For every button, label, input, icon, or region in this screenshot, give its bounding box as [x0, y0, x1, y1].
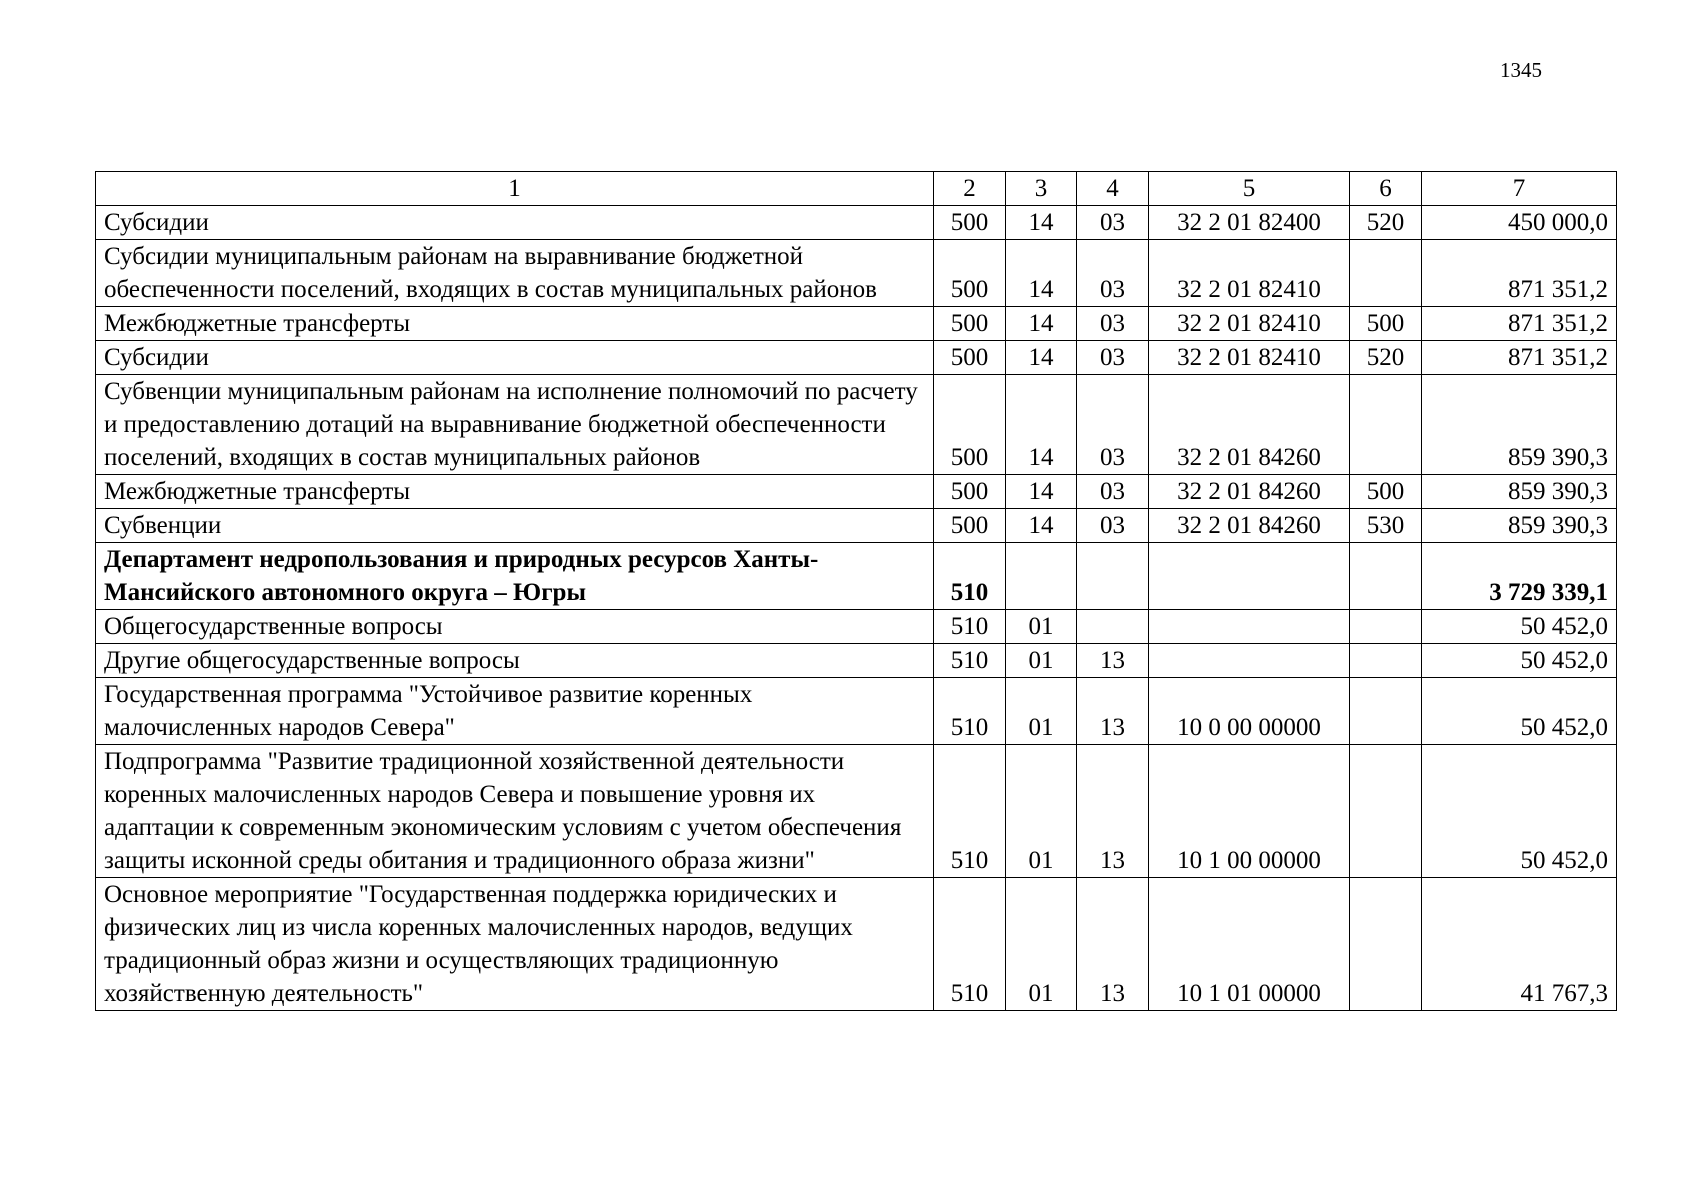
row-csr-cell: 10 1 01 00000 — [1149, 878, 1350, 1011]
row-rz-cell — [1006, 543, 1077, 610]
row-name-cell: Межбюджетные трансферты — [96, 307, 934, 341]
row-name-cell: Субвенции муниципальным районам на исполнение полномочий по расчету и предоставлению дотаций на выравнивание бюджетной обеспеченности поселений, входящих в состав муниципальных районов — [96, 375, 934, 475]
row-pr-cell: 03 — [1077, 375, 1149, 475]
row-gr-cell: 500 — [934, 341, 1006, 375]
row-rz-cell: 14 — [1006, 307, 1077, 341]
row-csr-cell: 10 0 00 00000 — [1149, 678, 1350, 745]
row-vr-cell — [1350, 610, 1422, 644]
row-name-cell: Субсидии — [96, 206, 934, 240]
row-csr-cell: 32 2 01 82400 — [1149, 206, 1350, 240]
row-vr-cell — [1350, 375, 1422, 475]
row-rz-cell: 14 — [1006, 475, 1077, 509]
row-rz-cell: 14 — [1006, 341, 1077, 375]
column-header: 2 — [934, 172, 1006, 206]
row-vr-cell — [1350, 878, 1422, 1011]
row-name-cell: Межбюджетные трансферты — [96, 475, 934, 509]
table-row — [96, 307, 1617, 341]
table-row — [96, 610, 1617, 644]
row-amount-cell: 50 452,0 — [1422, 745, 1617, 878]
row-rz-cell: 14 — [1006, 206, 1077, 240]
budget-table — [95, 171, 1617, 1011]
row-vr-cell — [1350, 644, 1422, 678]
row-gr-cell: 500 — [934, 509, 1006, 543]
row-rz-cell: 14 — [1006, 240, 1077, 307]
row-amount-cell: 3 729 339,1 — [1422, 543, 1617, 610]
row-name-cell: Подпрограмма "Развитие традиционной хозяйственной деятельности коренных малочисленных народов Севера и повышение уровня их адаптации к современным экономическим условиям с учетом обеспечения защиты исконной среды обитания и традиционного образа жизни" — [96, 745, 934, 878]
row-csr-cell: 32 2 01 82410 — [1149, 341, 1350, 375]
table-row — [96, 341, 1617, 375]
column-header: 3 — [1006, 172, 1077, 206]
row-pr-cell: 13 — [1077, 878, 1149, 1011]
row-csr-cell: 32 2 01 84260 — [1149, 375, 1350, 475]
row-amount-cell: 50 452,0 — [1422, 610, 1617, 644]
row-pr-cell: 13 — [1077, 644, 1149, 678]
row-vr-cell: 500 — [1350, 307, 1422, 341]
row-rz-cell: 01 — [1006, 610, 1077, 644]
column-header: 4 — [1077, 172, 1149, 206]
row-gr-cell: 510 — [934, 543, 1006, 610]
row-name-cell: Основное мероприятие "Государственная поддержка юридических и физических лиц из числа коренных малочисленных народов, ведущих традиционный образ жизни и осуществляющих традиционную хозяйственную деятельность" — [96, 878, 934, 1011]
row-csr-cell: 32 2 01 84260 — [1149, 509, 1350, 543]
table-row — [96, 644, 1617, 678]
row-vr-cell: 520 — [1350, 206, 1422, 240]
row-csr-cell — [1149, 543, 1350, 610]
row-gr-cell: 510 — [934, 745, 1006, 878]
table-row — [96, 509, 1617, 543]
row-rz-cell: 14 — [1006, 375, 1077, 475]
row-pr-cell: 03 — [1077, 475, 1149, 509]
row-vr-cell — [1350, 240, 1422, 307]
row-pr-cell: 13 — [1077, 745, 1149, 878]
row-csr-cell: 32 2 01 84260 — [1149, 475, 1350, 509]
row-amount-cell: 50 452,0 — [1422, 644, 1617, 678]
table-row — [96, 745, 1617, 878]
row-amount-cell: 859 390,3 — [1422, 375, 1617, 475]
row-name-cell: Субсидии — [96, 341, 934, 375]
row-gr-cell: 510 — [934, 644, 1006, 678]
row-pr-cell — [1077, 543, 1149, 610]
table-row — [96, 878, 1617, 1011]
row-vr-cell: 520 — [1350, 341, 1422, 375]
row-amount-cell: 871 351,2 — [1422, 307, 1617, 341]
table-row — [96, 206, 1617, 240]
table-row — [96, 475, 1617, 509]
row-vr-cell: 500 — [1350, 475, 1422, 509]
row-rz-cell: 01 — [1006, 745, 1077, 878]
row-name-cell: Общегосударственные вопросы — [96, 610, 934, 644]
row-gr-cell: 500 — [934, 240, 1006, 307]
row-pr-cell: 03 — [1077, 206, 1149, 240]
row-pr-cell — [1077, 610, 1149, 644]
row-pr-cell: 13 — [1077, 678, 1149, 745]
column-header: 7 — [1422, 172, 1617, 206]
row-vr-cell — [1350, 543, 1422, 610]
row-gr-cell: 500 — [934, 475, 1006, 509]
row-gr-cell: 510 — [934, 610, 1006, 644]
row-rz-cell: 14 — [1006, 509, 1077, 543]
row-gr-cell: 500 — [934, 206, 1006, 240]
column-header: 1 — [96, 172, 934, 206]
header-row — [96, 172, 1617, 206]
row-csr-cell: 32 2 01 82410 — [1149, 240, 1350, 307]
row-gr-cell: 500 — [934, 307, 1006, 341]
row-name-cell: Департамент недропользования и природных ресурсов Ханты-Мансийского автономного округа – Югры — [96, 543, 934, 610]
row-name-cell: Субсидии муниципальным районам на выравнивание бюджетной обеспеченности поселений, входящих в состав муниципальных районов — [96, 240, 934, 307]
row-name-cell: Субвенции — [96, 509, 934, 543]
row-pr-cell: 03 — [1077, 240, 1149, 307]
row-gr-cell: 510 — [934, 878, 1006, 1011]
page-number: 1345 — [1500, 58, 1542, 82]
table-body — [96, 172, 1617, 1011]
table-row — [96, 240, 1617, 307]
row-vr-cell — [1350, 678, 1422, 745]
row-pr-cell: 03 — [1077, 341, 1149, 375]
row-amount-cell: 41 767,3 — [1422, 878, 1617, 1011]
row-gr-cell: 510 — [934, 678, 1006, 745]
row-pr-cell: 03 — [1077, 509, 1149, 543]
row-amount-cell: 859 390,3 — [1422, 509, 1617, 543]
row-rz-cell: 01 — [1006, 678, 1077, 745]
row-csr-cell: 32 2 01 82410 — [1149, 307, 1350, 341]
row-csr-cell: 10 1 00 00000 — [1149, 745, 1350, 878]
column-header: 6 — [1350, 172, 1422, 206]
row-name-cell: Государственная программа "Устойчивое развитие коренных малочисленных народов Севера" — [96, 678, 934, 745]
row-amount-cell: 871 351,2 — [1422, 240, 1617, 307]
row-amount-cell: 871 351,2 — [1422, 341, 1617, 375]
row-csr-cell — [1149, 610, 1350, 644]
row-name-cell: Другие общегосударственные вопросы — [96, 644, 934, 678]
row-amount-cell: 859 390,3 — [1422, 475, 1617, 509]
row-amount-cell: 450 000,0 — [1422, 206, 1617, 240]
row-gr-cell: 500 — [934, 375, 1006, 475]
row-amount-cell: 50 452,0 — [1422, 678, 1617, 745]
row-vr-cell — [1350, 745, 1422, 878]
row-rz-cell: 01 — [1006, 878, 1077, 1011]
column-header: 5 — [1149, 172, 1350, 206]
table-row — [96, 543, 1617, 610]
table-row — [96, 375, 1617, 475]
row-csr-cell — [1149, 644, 1350, 678]
row-vr-cell: 530 — [1350, 509, 1422, 543]
table-row — [96, 678, 1617, 745]
row-rz-cell: 01 — [1006, 644, 1077, 678]
row-pr-cell: 03 — [1077, 307, 1149, 341]
